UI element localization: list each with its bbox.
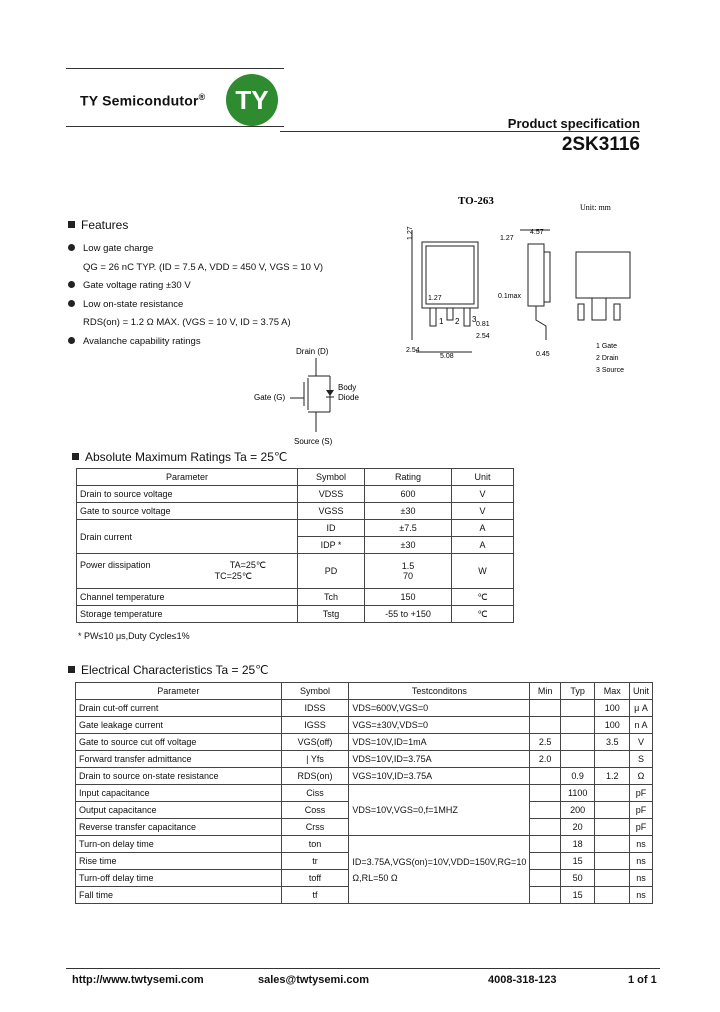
- abs-max-table: [76, 468, 514, 623]
- abs-max-heading: Absolute Maximum Ratings Ta = 25℃: [72, 450, 287, 464]
- unit-cell: ns: [629, 870, 652, 887]
- unit-cell: ns: [629, 836, 652, 853]
- unit-cell: ns: [629, 887, 652, 904]
- max-cell: [595, 751, 630, 768]
- table-header-row: [77, 469, 514, 486]
- param-cell: Turn-on delay time: [76, 836, 282, 853]
- unit-cell: A: [452, 520, 514, 537]
- max-cell: 100: [595, 717, 630, 734]
- param-cell: Storage temperature: [77, 606, 298, 623]
- unit-cell: Ω: [629, 768, 652, 785]
- param-cell: Turn-off delay time: [76, 870, 282, 887]
- cond-cell: VDS=10V,ID=1mA: [349, 734, 530, 751]
- param-cell: Drain to source voltage: [77, 486, 298, 503]
- dim-8: 2.54: [406, 347, 420, 354]
- bullet-icon: [68, 337, 75, 344]
- symbol-cell: VGSS: [298, 503, 365, 520]
- table-row: [76, 734, 653, 751]
- symbol-cell: toff: [281, 870, 349, 887]
- bullet-icon: [68, 300, 75, 307]
- unit-cell: pF: [629, 802, 652, 819]
- symbol-cell: Crss: [281, 819, 349, 836]
- body-label: Body: [338, 383, 357, 392]
- col-header: Parameter: [76, 683, 282, 700]
- symbol-cell: ton: [281, 836, 349, 853]
- spec-rule: [280, 131, 640, 132]
- unit-cell: pF: [629, 785, 652, 802]
- pin-2-label: 2: [455, 317, 460, 326]
- max-cell: [595, 802, 630, 819]
- rating-cell: 1.5 70: [365, 554, 452, 589]
- typ-cell: 18: [560, 836, 595, 853]
- feature-item: Low on-state resistance: [68, 296, 323, 315]
- rating-cell: 600: [365, 486, 452, 503]
- footer-phone: 4008-318-123: [488, 974, 557, 986]
- unit-cell: W: [452, 554, 514, 589]
- table-row: [77, 606, 514, 623]
- param-cell: Gate to source cut off voltage: [76, 734, 282, 751]
- symbol-cell: Tstg: [298, 606, 365, 623]
- col-header: Max: [595, 683, 630, 700]
- max-cell: [595, 870, 630, 887]
- package-bottom-view: [576, 252, 630, 320]
- cond-cell: VDS=10V,ID=3.75A: [349, 751, 530, 768]
- min-cell: [530, 700, 561, 717]
- table-row: [76, 836, 653, 853]
- unit-cell: V: [629, 734, 652, 751]
- param-cell: Fall time: [76, 887, 282, 904]
- feature-item: Gate voltage rating ±30 V: [68, 277, 323, 296]
- symbol-cell: VGS(off): [281, 734, 349, 751]
- pin-legend-3: 3 Source: [596, 367, 625, 374]
- part-number: 2SK3116: [561, 134, 640, 155]
- dim-10: 2.54: [476, 333, 490, 340]
- rating-cell: 150: [365, 589, 452, 606]
- package-side-view: [520, 230, 550, 340]
- features-list: [68, 240, 323, 351]
- min-cell: [530, 887, 561, 904]
- dim-3: 1.27: [428, 295, 442, 302]
- typ-cell: 50: [560, 870, 595, 887]
- header-bottom-rule: [66, 126, 284, 127]
- feature-item: Low gate charge: [68, 240, 323, 259]
- symbol-cell: PD: [298, 554, 365, 589]
- max-cell: [595, 836, 630, 853]
- unit-cell: μ A: [629, 700, 652, 717]
- cond-cell: VDS=10V,VGS=0,f=1MHZ: [349, 785, 530, 836]
- brand-logo: TY: [226, 74, 278, 126]
- unit-cell: n A: [629, 717, 652, 734]
- param-cell: Power dissipation TA=25℃ TC=25℃: [77, 554, 298, 589]
- table-row: [76, 700, 653, 717]
- mosfet-symbol: [250, 342, 390, 446]
- typ-cell: 200: [560, 802, 595, 819]
- brand-name: TY Semicondutor®: [80, 92, 206, 109]
- bullet-icon: [68, 244, 75, 251]
- min-cell: [530, 836, 561, 853]
- max-cell: 1.2: [595, 768, 630, 785]
- typ-cell: [560, 734, 595, 751]
- max-cell: 3.5: [595, 734, 630, 751]
- rating-cell: ±7.5: [365, 520, 452, 537]
- col-header: Symbol: [298, 469, 365, 486]
- col-header: Typ: [560, 683, 595, 700]
- param-cell: Drain to source on-state resistance: [76, 768, 282, 785]
- dim-2: 4.57: [530, 229, 544, 236]
- package-unit: Unit: mm: [580, 203, 611, 212]
- table-row: [76, 717, 653, 734]
- table-row: [77, 520, 514, 537]
- package-drawing: [400, 190, 660, 380]
- symbol-cell: Ciss: [281, 785, 349, 802]
- cond-cell: VGS=±30V,VDS=0: [349, 717, 530, 734]
- min-cell: [530, 853, 561, 870]
- symbol-cell: IGSS: [281, 717, 349, 734]
- symbol-cell: tr: [281, 853, 349, 870]
- dim-5: 0.1max: [498, 293, 521, 300]
- pin-legend-1: 1 Gate: [596, 343, 618, 350]
- rating-cell: -55 to +150: [365, 606, 452, 623]
- unit-cell: A: [452, 537, 514, 554]
- max-cell: [595, 853, 630, 870]
- symbol-cell: | Yfs: [281, 751, 349, 768]
- table-row: [76, 751, 653, 768]
- symbol-cell: RDS(on): [281, 768, 349, 785]
- dim-7: 5.08: [440, 353, 454, 360]
- min-cell: [530, 802, 561, 819]
- col-header: Testconditons: [349, 683, 530, 700]
- typ-cell: [560, 700, 595, 717]
- dim-9: 0.81: [476, 321, 490, 328]
- param-cell: Forward transfer admittance: [76, 751, 282, 768]
- pin-1-label: 1: [439, 317, 444, 326]
- feature-item: RDS(on) = 1.2 Ω MAX. (VGS = 10 V, ID = 3.75 A): [83, 317, 291, 328]
- rating-cell: ±30: [365, 537, 452, 554]
- symbol-cell: ID: [298, 520, 365, 537]
- unit-cell: ns: [629, 853, 652, 870]
- col-header: Symbol: [281, 683, 349, 700]
- table-row: [76, 785, 653, 802]
- typ-cell: 15: [560, 853, 595, 870]
- param-cell: Channel temperature: [77, 589, 298, 606]
- gate-label: Gate (G): [254, 393, 286, 402]
- max-cell: [595, 819, 630, 836]
- table-row: [76, 768, 653, 785]
- feature-item: Avalanche capability ratings: [68, 333, 323, 352]
- footer-rule: [66, 968, 660, 969]
- cond-cell: ID=3.75A,VGS(on)=10V,VDD=150V,RG=10 Ω,RL=50 Ω: [349, 836, 530, 904]
- drain-label: Drain (D): [296, 347, 329, 356]
- dim-11: 0.45: [536, 351, 550, 358]
- rating-cell: ±30: [365, 503, 452, 520]
- typ-cell: [560, 717, 595, 734]
- param-cell: Drain cut-off current: [76, 700, 282, 717]
- symbol-cell: VDSS: [298, 486, 365, 503]
- symbol-cell: Tch: [298, 589, 365, 606]
- elec-table: [75, 682, 653, 904]
- unit-cell: ℃: [452, 606, 514, 623]
- min-cell: [530, 717, 561, 734]
- spec-label: Product specification: [507, 116, 640, 131]
- typ-cell: 0.9: [560, 768, 595, 785]
- unit-cell: pF: [629, 819, 652, 836]
- typ-cell: 20: [560, 819, 595, 836]
- typ-cell: 15: [560, 887, 595, 904]
- symbol-cell: tf: [281, 887, 349, 904]
- dim-4: 1.27: [500, 235, 514, 242]
- min-cell: 2.0: [530, 751, 561, 768]
- footer-page: 1 of 1: [628, 974, 657, 986]
- pin-legend-2: 2 Drain: [596, 355, 619, 362]
- diode-label: Diode: [338, 393, 359, 402]
- param-cell: Input capacitance: [76, 785, 282, 802]
- param-cell: Drain current: [77, 520, 298, 554]
- bullet-icon: [68, 281, 75, 288]
- min-cell: [530, 870, 561, 887]
- footer-email[interactable]: sales@twtysemi.com: [258, 974, 369, 986]
- cond-cell: VDS=600V,VGS=0: [349, 700, 530, 717]
- symbol-cell: Coss: [281, 802, 349, 819]
- col-header: Min: [530, 683, 561, 700]
- table-header-row: [76, 683, 653, 700]
- pin-3-label: 3: [472, 315, 477, 324]
- feature-item: QG = 26 nC TYP. (ID = 7.5 A, VDD = 450 V, VGS = 10 V): [83, 261, 324, 273]
- typ-cell: 1100: [560, 785, 595, 802]
- package-name: TO-263: [458, 195, 494, 207]
- features-heading: Features: [68, 218, 128, 232]
- col-header: Parameter: [77, 469, 298, 486]
- col-header: Unit: [629, 683, 652, 700]
- table-row: [77, 486, 514, 503]
- param-cell: Reverse transfer capacitance: [76, 819, 282, 836]
- dim-1: 1.27: [407, 226, 414, 240]
- min-cell: [530, 819, 561, 836]
- elec-heading: Electrical Characteristics Ta = 25℃: [68, 663, 269, 677]
- package-front-view: [412, 230, 478, 352]
- min-cell: [530, 785, 561, 802]
- header-top-rule: [66, 68, 284, 69]
- table-row: [77, 589, 514, 606]
- table-row: [77, 503, 514, 520]
- unit-cell: V: [452, 503, 514, 520]
- max-cell: [595, 887, 630, 904]
- source-label: Source (S): [294, 437, 333, 446]
- unit-cell: V: [452, 486, 514, 503]
- table-row: [77, 554, 514, 589]
- param-cell: Gate leakage current: [76, 717, 282, 734]
- symbol-cell: IDSS: [281, 700, 349, 717]
- unit-cell: S: [629, 751, 652, 768]
- col-header: Rating: [365, 469, 452, 486]
- abs-max-note: * PW≤10 μs,Duty Cycle≤1%: [78, 631, 190, 641]
- min-cell: [530, 768, 561, 785]
- param-cell: Output capacitance: [76, 802, 282, 819]
- min-cell: 2.5: [530, 734, 561, 751]
- cond-cell: VGS=10V,ID=3.75A: [349, 768, 530, 785]
- unit-cell: ℃: [452, 589, 514, 606]
- footer-url[interactable]: http://www.twtysemi.com: [72, 974, 204, 986]
- max-cell: 100: [595, 700, 630, 717]
- symbol-cell: IDP *: [298, 537, 365, 554]
- max-cell: [595, 785, 630, 802]
- param-cell: Gate to source voltage: [77, 503, 298, 520]
- col-header: Unit: [452, 469, 514, 486]
- typ-cell: [560, 751, 595, 768]
- param-cell: Rise time: [76, 853, 282, 870]
